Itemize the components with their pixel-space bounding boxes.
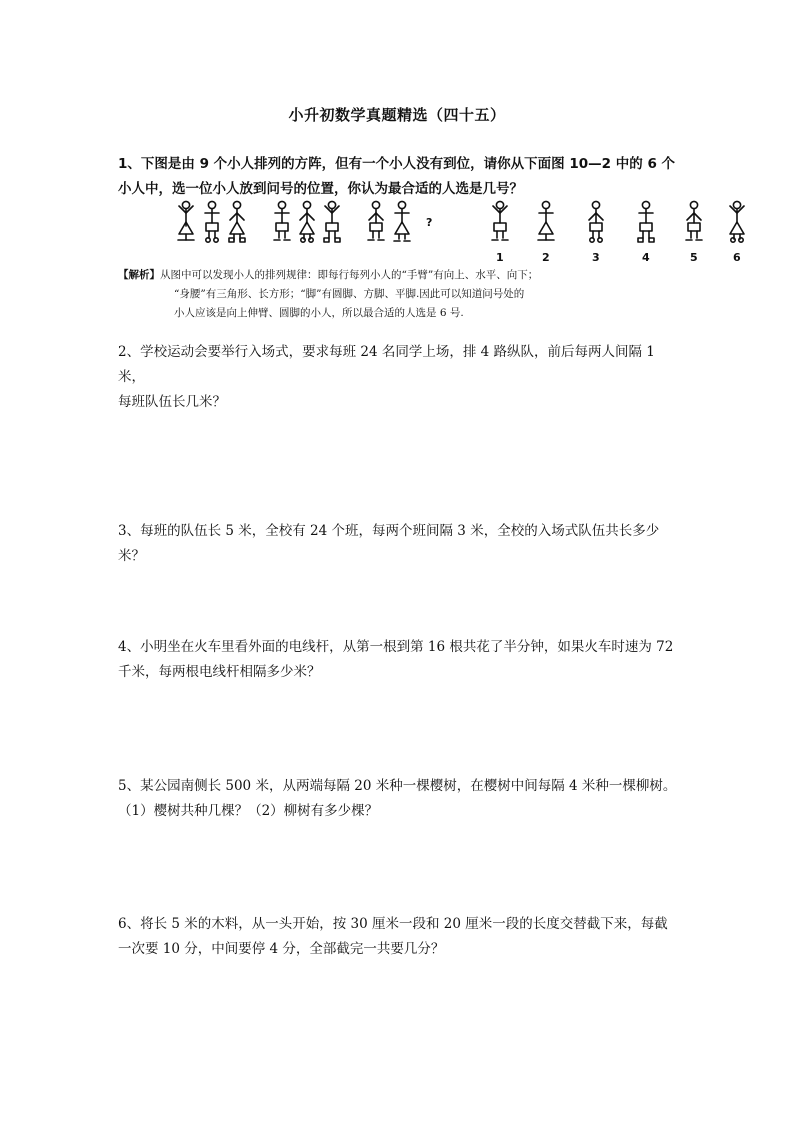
option-number-6: 6	[733, 251, 741, 264]
analysis-line-1-wrap	[118, 269, 538, 281]
question-5-line-2: （1）樱树共种几棵？（2）柳树有多少棵？	[118, 803, 379, 819]
option-figure-3	[589, 201, 603, 242]
option-number-3: 3	[592, 251, 600, 264]
stick-figure-puzzle	[170, 196, 760, 268]
analysis-tag: 【解析】	[118, 269, 160, 281]
question-4-line-1: 4、小明坐在火车里看外面的电线杆，从第一根到第 16 根共花了半分钟，如果火车时速为 72	[118, 639, 674, 655]
question-4	[118, 635, 678, 685]
analysis-block	[118, 266, 678, 323]
question-3-line-1: 3、每班的队伍长 5 米，全校有 24 个班，每两个班间隔 3 米，全校的入场式队伍共长多少米？	[118, 523, 660, 564]
stick-figure-arms-down-rectangle	[368, 201, 384, 240]
question-2-line-1: 2、学校运动会要举行入场式，要求每班 24 名同学上场，排 4 路纵队，前后每两人间隔 1 米，	[118, 344, 655, 385]
stick-figure-arms-horizontal-triangle	[394, 201, 410, 241]
stick-figure-arms-up-rectangle	[324, 201, 340, 242]
question-4-line-2: 千米，每两根电线杆相隔多少米？	[118, 664, 321, 680]
stick-figure-arms-up-triangle	[178, 201, 194, 240]
option-figure-2	[538, 201, 554, 240]
option-figure-5	[686, 201, 702, 240]
analysis-line-1: 从图中可以发现小人的排列规律：即每行每列小人的“手臂”有向上、水平、向下；	[160, 269, 539, 281]
analysis-line-2: “身腰”有三角形、长方形；“脚”有圆脚、方脚、平脚.因此可以知道问号处的	[174, 288, 525, 300]
question-6-line-2: 一次要 10 分，中间要停 4 分，全部截完一共要几分？	[118, 941, 445, 957]
question-1-line-2: 小人中，选一位小人放到问号的位置，你认为最合适的人选是几号？	[118, 181, 523, 197]
question-5-line-1: 5、某公园南侧长 500 米，从两端每隔 20 米种一棵樱树，在樱树中间每隔 4 米种一棵柳树。	[118, 778, 677, 794]
question-3	[118, 519, 678, 569]
question-1	[118, 152, 678, 202]
stick-figure-arms-horizontal-rectangle	[205, 201, 219, 242]
option-number-2: 2	[542, 251, 550, 264]
option-number-1: 1	[496, 251, 504, 264]
analysis-line-3: 小人应该是向上伸臂、圆脚的小人，所以最合适的人选是 6 号.	[174, 307, 464, 319]
question-2	[118, 340, 678, 415]
page-title: 小升初数学真题精选（四十五）	[288, 106, 506, 124]
question-5	[118, 774, 678, 824]
question-1-line-1: 1、下图是由 9 个小人排列的方阵，但有一个小人没有到位，请你从下面图 10—2 中的 6 个	[118, 156, 676, 172]
question-6	[118, 912, 678, 962]
question-2-line-2: 每班队伍长几米？	[118, 394, 226, 410]
stick-figure-arms-down-triangle	[300, 201, 314, 242]
stick-figure-arms-down-triangle	[229, 201, 245, 242]
question-mark: ?	[426, 216, 433, 229]
option-number-5: 5	[690, 251, 698, 264]
question-6-line-1: 6、将长 5 米的木料，从一头开始，按 30 厘米一段和 20 厘米一段的长度交替截下来，每截	[118, 916, 668, 932]
option-figure-4	[638, 201, 654, 242]
option-figure-6	[730, 201, 744, 242]
option-figure-1	[492, 201, 508, 240]
option-number-4: 4	[642, 251, 650, 264]
stick-figure-arms-horizontal-rectangle	[274, 201, 290, 240]
stick-figure-drawing	[170, 196, 760, 268]
